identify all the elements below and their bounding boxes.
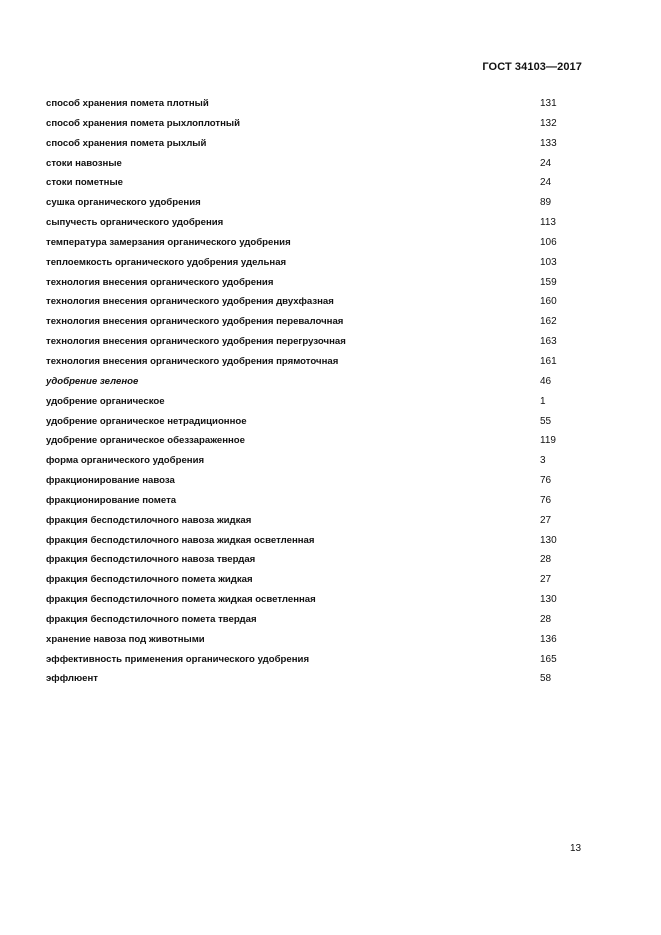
index-entry xyxy=(46,354,586,374)
index-page-ref: 24 xyxy=(540,177,552,189)
index-term: фракция бесподстилочного навоза жидкая осветленная xyxy=(46,534,315,546)
index-page-ref: 130 xyxy=(540,594,557,606)
index-page-ref: 55 xyxy=(540,415,552,427)
index-term: фракционирование помета xyxy=(46,494,177,506)
index-term: технология внесения органического удобрения прямоточная xyxy=(46,355,339,367)
page-number: 13 xyxy=(570,843,582,854)
index-entry xyxy=(46,136,586,156)
index-page-ref: 46 xyxy=(540,375,552,387)
index-entry xyxy=(46,671,586,691)
index-entry xyxy=(46,215,586,235)
index-entry xyxy=(46,572,586,592)
index-term: способ хранения помета рыхлоплотный xyxy=(46,117,240,129)
index-term: теплоемкость органического удобрения удельная xyxy=(46,256,287,268)
index-entry xyxy=(46,493,586,513)
index-term: температура замерзания органического удобрения xyxy=(46,236,291,248)
index-entry xyxy=(46,513,586,533)
index-entry xyxy=(46,96,586,116)
index-page-ref: 131 xyxy=(540,98,557,109)
index-term: фракция бесподстилочного помета твердая xyxy=(46,613,257,625)
index-term: эффективность применения органического удобрения xyxy=(46,653,310,665)
index-page-ref: 1 xyxy=(540,395,546,407)
index-term: удобрение органическое нетрадиционное xyxy=(46,415,247,427)
index-term: удобрение зеленое xyxy=(46,375,139,387)
index-entry xyxy=(46,433,586,453)
index-page-ref: 162 xyxy=(540,316,557,328)
index-entry xyxy=(46,533,586,553)
index-entry xyxy=(46,394,586,414)
index-term: способ хранения помета плотный xyxy=(46,98,209,109)
index-entry xyxy=(46,374,586,394)
index-term: эффлюент xyxy=(46,673,98,685)
index-entry xyxy=(46,552,586,572)
index-page-ref: 119 xyxy=(540,435,556,447)
index-page-ref: 89 xyxy=(540,197,552,209)
index-page-ref: 113 xyxy=(540,217,556,229)
index-entry xyxy=(46,453,586,473)
index-term: фракция бесподстилочного помета жидкая xyxy=(46,574,253,586)
index-page-ref: 103 xyxy=(540,256,557,268)
index-page-ref: 76 xyxy=(540,494,552,506)
index-entry xyxy=(46,652,586,672)
index-term: фракционирование навоза xyxy=(46,475,175,487)
index-entry xyxy=(46,175,586,195)
index-term: фракция бесподстилочного навоза жидкая xyxy=(46,514,252,526)
index-page-ref: 165 xyxy=(540,653,557,665)
index-page-ref: 159 xyxy=(540,276,557,288)
index-entry xyxy=(46,294,586,314)
index-entry xyxy=(46,156,586,176)
index-page-ref: 3 xyxy=(540,455,546,467)
index-entry xyxy=(46,592,586,612)
index-entry xyxy=(46,275,586,295)
index-term: стоки пометные xyxy=(46,177,123,189)
index-page-ref: 28 xyxy=(540,554,552,566)
index-page-ref: 27 xyxy=(540,574,552,586)
index-term: сыпучесть органического удобрения xyxy=(46,217,224,229)
index-term: технология внесения органического удобрения xyxy=(46,276,274,288)
index-entry xyxy=(46,255,586,275)
index-term: технология внесения органического удобрения перегрузочная xyxy=(46,336,346,348)
index-page-ref: 28 xyxy=(540,613,552,625)
index-entry xyxy=(46,195,586,215)
index-page-ref: 133 xyxy=(540,137,557,149)
index-page-ref: 161 xyxy=(540,355,557,367)
index-term: фракция бесподстилочного навоза твердая xyxy=(46,554,256,566)
page-header-standard: ГОСТ 34103—2017 xyxy=(482,61,582,73)
index-page-ref: 130 xyxy=(540,534,557,546)
index-page-ref: 24 xyxy=(540,157,552,169)
alphabetical-index xyxy=(46,96,586,691)
index-entry xyxy=(46,473,586,493)
index-page-ref: 27 xyxy=(540,514,552,526)
index-page-ref: 76 xyxy=(540,475,552,487)
index-page-ref: 106 xyxy=(540,236,557,248)
index-entry xyxy=(46,612,586,632)
index-entry xyxy=(46,632,586,652)
index-term: удобрение органическое xyxy=(46,395,165,407)
index-term: стоки навозные xyxy=(46,157,122,169)
index-entry xyxy=(46,116,586,136)
index-term: технология внесения органического удобрения перевалочная xyxy=(46,316,344,328)
index-page-ref: 160 xyxy=(540,296,557,308)
index-term: технология внесения органического удобрения двухфазная xyxy=(46,296,334,308)
index-page-ref: 163 xyxy=(540,336,557,348)
index-entry xyxy=(46,334,586,354)
index-entry xyxy=(46,235,586,255)
index-term: фракция бесподстилочного помета жидкая осветленная xyxy=(46,594,316,606)
index-entry xyxy=(46,314,586,334)
index-term: хранение навоза под животными xyxy=(46,633,205,645)
index-term: удобрение органическое обеззараженное xyxy=(46,435,245,447)
index-page-ref: 136 xyxy=(540,633,557,645)
index-term: сушка органического удобрения xyxy=(46,197,201,209)
index-page-ref: 58 xyxy=(540,673,552,685)
index-entry xyxy=(46,414,586,434)
index-term: форма органического удобрения xyxy=(46,455,205,467)
index-page-ref: 132 xyxy=(540,117,557,129)
index-term: способ хранения помета рыхлый xyxy=(46,137,207,149)
